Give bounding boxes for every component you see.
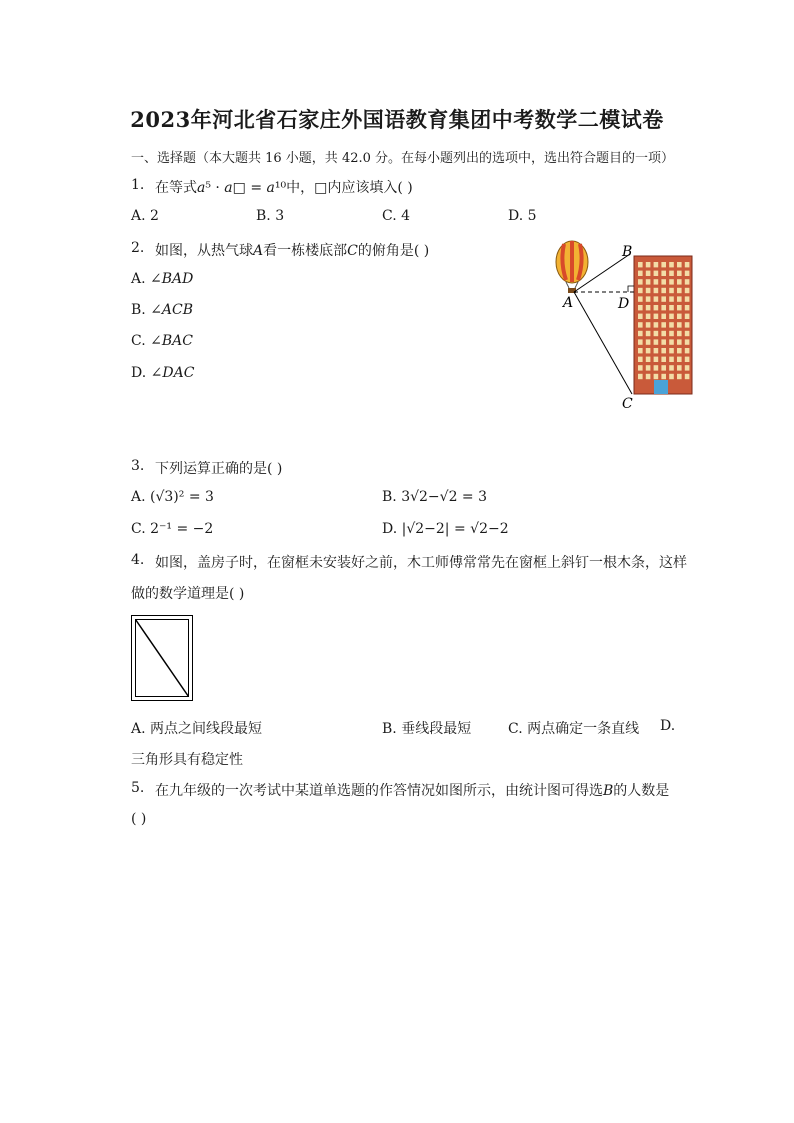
option-d-wrap[interactable]: 三角形具有稳定性	[131, 752, 243, 768]
option-d[interactable]: D. |√2−2| = √2−2	[382, 521, 509, 537]
section-header: 一、选择题（本大题共 16 小题，共 42.0 分。在每小题列出的选项中，选出符合题目的一项）	[131, 151, 675, 166]
question-number: 3.	[131, 458, 145, 474]
option-d[interactable]: D. 5	[508, 208, 537, 224]
balloon-building-figure	[548, 236, 696, 414]
point-c-label: C	[622, 396, 633, 412]
question-number: 5.	[131, 780, 145, 796]
option-a[interactable]: A. 2	[131, 208, 159, 224]
option-b[interactable]: B. 3	[256, 208, 285, 224]
point-d-label: D	[618, 296, 630, 312]
option-c[interactable]: C. 2⁻¹ = −2	[131, 521, 214, 537]
option-b[interactable]: B. 垂线段最短	[382, 721, 472, 737]
option-d[interactable]: D.	[660, 718, 676, 734]
question-number: 4.	[131, 552, 145, 568]
option-c[interactable]: C. ∠𝐵𝐴𝐶	[131, 333, 193, 349]
building-icon	[634, 256, 692, 394]
option-c[interactable]: C. 4	[382, 208, 411, 224]
point-b-label: B	[622, 244, 633, 260]
question-number: 2.	[131, 240, 145, 256]
question-text-line1: 在九年级的一次考试中某道单选题的作答情况如图所示，由统计图可得选𝐵的人数是	[155, 783, 670, 799]
option-b[interactable]: B. ∠𝐴𝐶𝐵	[131, 302, 194, 318]
option-d[interactable]: D. ∠𝐷𝐴𝐶	[131, 365, 195, 381]
question-text: 如图，从热气球𝐴看一栋楼底部𝐶的俯角是( )	[155, 243, 430, 259]
option-c[interactable]: C. 两点确定一条直线	[508, 721, 640, 737]
question-text-line1: 如图，盖房子时，在窗框未安装好之前，木工师傅常常先在窗框上斜钉一根木条，这样	[155, 555, 687, 571]
window-frame-figure	[131, 615, 193, 701]
question-text: 在等式𝑎⁵ · 𝑎□ = 𝑎¹⁰中，□内应该填入( )	[155, 180, 413, 196]
question-number: 1.	[131, 177, 145, 193]
question-text: 下列运算正确的是( )	[155, 461, 283, 477]
option-b[interactable]: B. 3√2−√2 = 3	[382, 489, 488, 505]
page-title: 2023年河北省石家庄外国语教育集团中考数学二模试卷	[130, 107, 664, 132]
option-a[interactable]: A. (√3)² = 3	[131, 489, 214, 505]
question-text-line2: 做的数学道理是( )	[131, 586, 245, 602]
option-a[interactable]: A. 两点之间线段最短	[131, 721, 263, 737]
point-a-label: A	[563, 295, 574, 311]
option-a[interactable]: A. ∠𝐵𝐴𝐷	[131, 271, 194, 287]
question-text-line2: ( )	[131, 811, 147, 827]
